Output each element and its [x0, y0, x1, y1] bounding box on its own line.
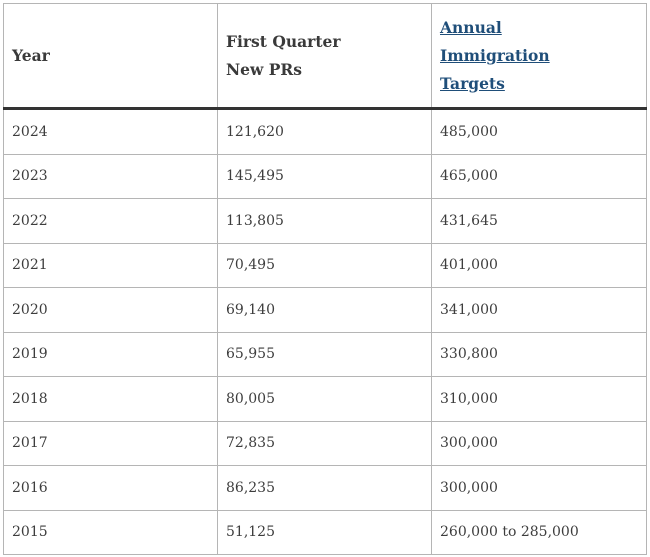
cell-first-quarter: 145,495 [218, 154, 432, 199]
cell-first-quarter: 80,005 [218, 377, 432, 422]
cell-first-quarter: 70,495 [218, 243, 432, 288]
immigration-table [3, 3, 647, 555]
header-year-label: Year [12, 45, 50, 65]
cell-target: 485,000 [432, 109, 647, 155]
table-row [4, 332, 647, 377]
cell-target: 260,000 to 285,000 [432, 510, 647, 555]
table-row [4, 288, 647, 333]
table-row [4, 154, 647, 199]
table-row [4, 199, 647, 244]
cell-year: 2017 [4, 421, 218, 466]
table-row [4, 243, 647, 288]
cell-year: 2015 [4, 510, 218, 555]
header-row [4, 4, 647, 109]
header-first-quarter [218, 4, 432, 109]
cell-target: 465,000 [432, 154, 647, 199]
cell-year: 2022 [4, 199, 218, 244]
cell-first-quarter: 121,620 [218, 109, 432, 155]
cell-first-quarter: 51,125 [218, 510, 432, 555]
cell-first-quarter: 65,955 [218, 332, 432, 377]
cell-year: 2021 [4, 243, 218, 288]
annual-targets-link[interactable] [440, 18, 550, 93]
table-row [4, 510, 647, 555]
cell-target: 341,000 [432, 288, 647, 333]
header-first-quarter-line1: First Quarter [226, 31, 341, 51]
cell-target: 431,645 [432, 199, 647, 244]
cell-year: 2024 [4, 109, 218, 155]
cell-target: 300,000 [432, 466, 647, 511]
cell-year: 2019 [4, 332, 218, 377]
header-first-quarter-line2: New PRs [226, 59, 303, 79]
cell-year: 2018 [4, 377, 218, 422]
cell-first-quarter: 69,140 [218, 288, 432, 333]
table-row [4, 109, 647, 155]
header-targets-line2: Immigration [440, 45, 550, 65]
table-row [4, 377, 647, 422]
table-row [4, 466, 647, 511]
header-targets-line1: Annual [440, 17, 502, 37]
cell-year: 2016 [4, 466, 218, 511]
cell-year: 2020 [4, 288, 218, 333]
header-annual-targets [432, 4, 647, 109]
header-year [4, 4, 218, 109]
cell-first-quarter: 86,235 [218, 466, 432, 511]
cell-target: 310,000 [432, 377, 647, 422]
cell-first-quarter: 113,805 [218, 199, 432, 244]
table-row [4, 421, 647, 466]
cell-target: 300,000 [432, 421, 647, 466]
header-targets-line3: Targets [440, 73, 505, 93]
cell-first-quarter: 72,835 [218, 421, 432, 466]
cell-target: 330,800 [432, 332, 647, 377]
cell-year: 2023 [4, 154, 218, 199]
cell-target: 401,000 [432, 243, 647, 288]
immigration-table-container [3, 3, 647, 555]
